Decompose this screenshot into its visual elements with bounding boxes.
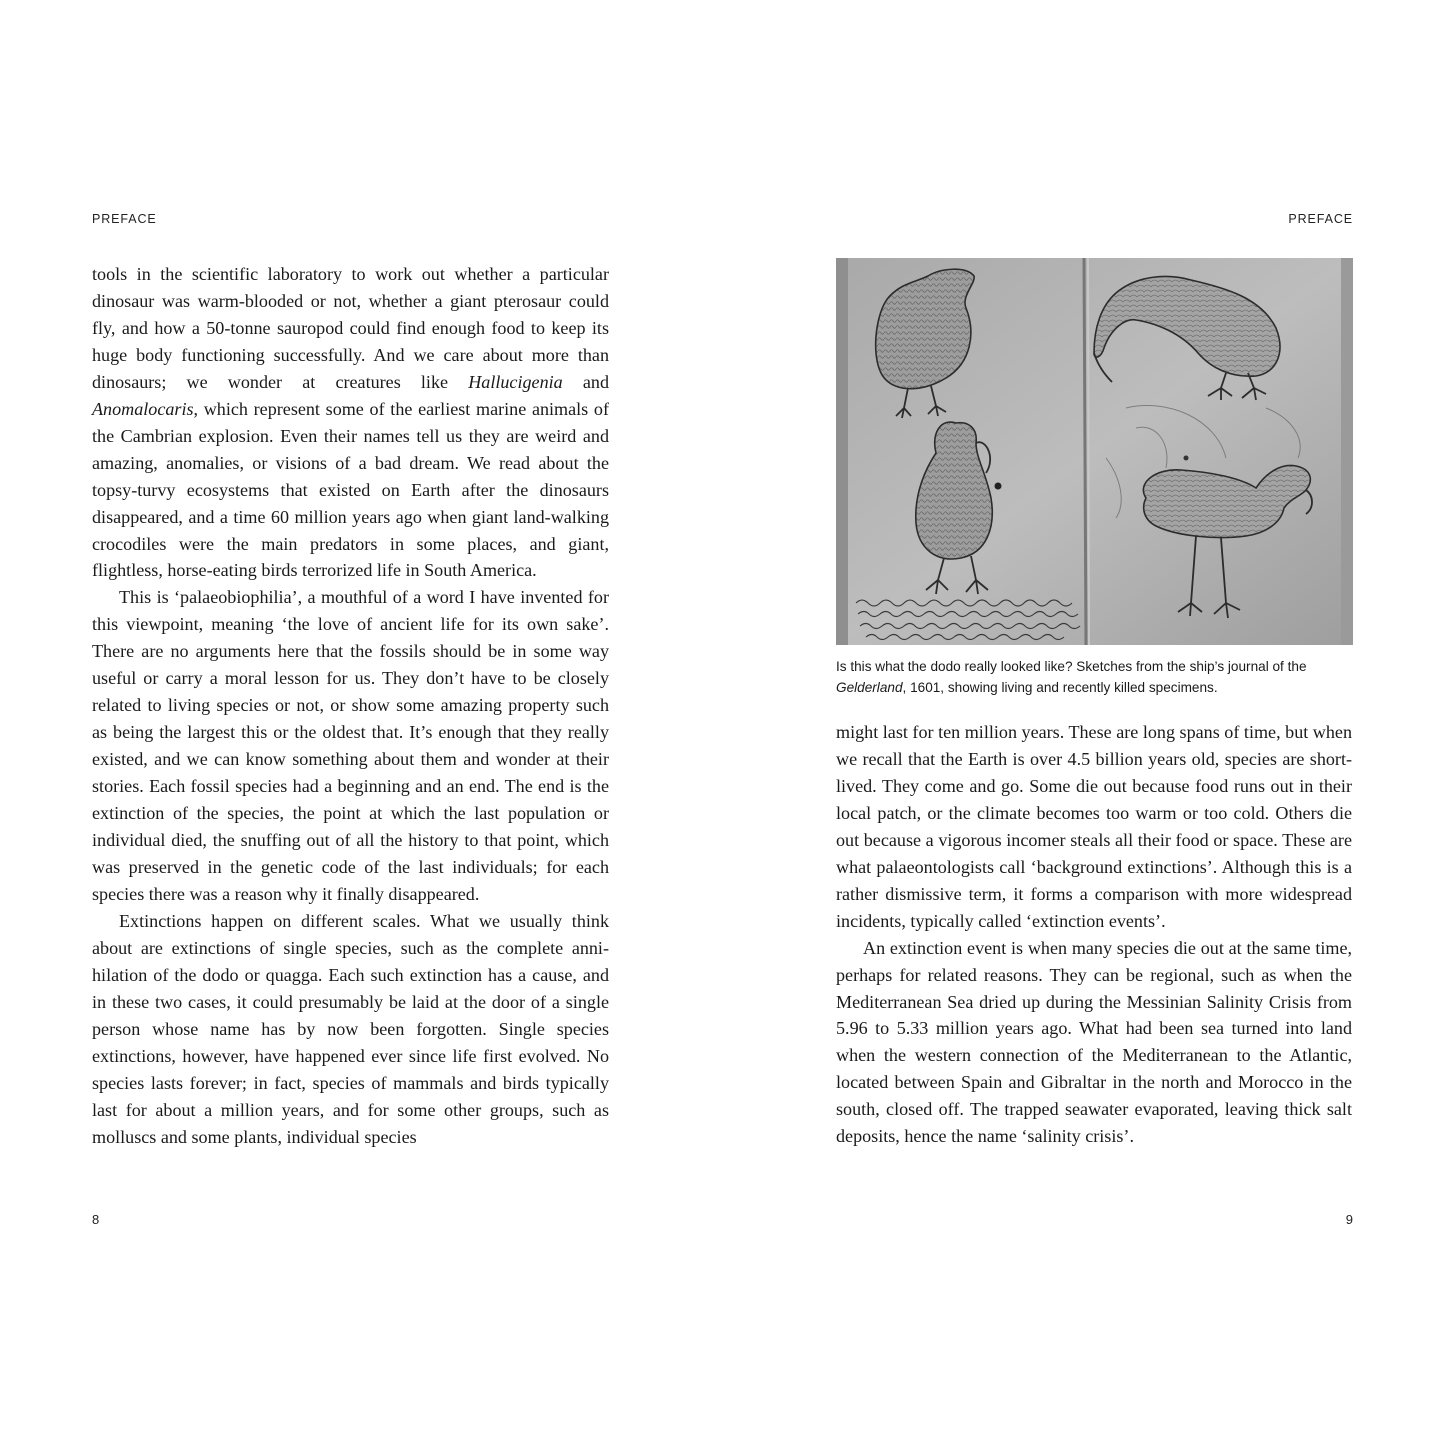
dodo-sketch-illustration	[836, 258, 1353, 645]
italic-term: Anomalocaris	[92, 398, 194, 419]
paragraph	[836, 935, 1352, 1151]
text-run: might last for ten million years. These are long spans of time, but when we recall that the Earth is over 4.5 billion years old, species are short-lived. They come and go. Some die out because food runs out in their local patch, or the climate becomes too warm or too cold. Others die out because a vigorous incomer steals all their food or space. These are what palaeontologists call ‘background extinctions’. Although this is a rather dismissive term, it forms a comparison with more widespread incidents, typically called ‘extinction events’.	[836, 722, 1352, 931]
text-run: Extinctions happen on different scales. What we usually think about are extinctions of single species, such as the complete annihilation of the dodo or quagga. Each such extinction has a cause, and in these two cases, it could presumably be laid at the door of a single person whose name has by now been forgotten. Single species extinctions, however, have happened ever since life first evolved. No species lasts forever; in fact, species of mammals and birds typically last for about a million years, and for some other groups, such as molluscs and some plants, individual species	[92, 910, 609, 1147]
left-page-body	[92, 261, 609, 1150]
text-run: This is ‘palaeobiophilia’, a mouthful of a word I have invented for this viewpoint, meaning ‘the love of ancient life for its own sake’. There are no arguments here that the fossils should be in some way useful or carry a moral lesson for us. They don’t have to be closely related to living species or not, or show some amazing property such as being the largest this or the oldest that. It’s enough that they really existed, and we can know something about them and wonder at their stories. Each fossil species had a beginning and an end. The end is the extinction of the species, the point at which the last population or individual died, the snuffing out of all the history to that point, which was preserved in the genetic code of the last individuals; for each species there was a reason why it finally disappeared.	[92, 587, 609, 904]
text-run: An extinction event is when many species die out at the same time, perhaps for related reasons. They can be regional, such as when the Mediterranean Sea dried up during the Messinian Salinity Crisis from 5.96 to 5.33 million years ago. What had been sea turned into land when the western connection of the Mediterranean to the Atlantic, located between Spain and Gibraltar in the north and Morocco in the south, closed off. The trapped seawater evaporated, leaving thick salt deposits, hence the name ‘salinity crisis’.	[836, 937, 1352, 1147]
page-number-left: 8	[92, 1212, 100, 1227]
italic-term: Hallucigenia	[468, 371, 563, 392]
paragraph	[836, 719, 1352, 935]
text-run: and	[562, 371, 609, 392]
running-head-right: PREFACE	[1288, 212, 1353, 226]
right-page-body	[836, 719, 1352, 1150]
paragraph	[92, 584, 609, 907]
text-run: , which represent some of the earliest marine animals of the Cambrian explosion. Even their names tell us they are weird and amazing, anomalies, or visions of a bad dream. We read about the topsy-turvy ecosystems that existed on Earth after the dinosaurs disappeared, and a time 60 million years ago when giant land-walking crocodiles were the main predators in some places, and giant, flightless, horse-eating birds terrorized life in South America.	[92, 398, 609, 581]
text-run: Is this what the dodo really looked like? Sketches from the ship’s journal of the	[836, 659, 1307, 674]
text-run: , 1601, showing living and recently killed specimens.	[902, 680, 1218, 695]
figure-caption	[836, 656, 1356, 698]
page-number-right: 9	[1345, 1212, 1353, 1227]
italic-term: Gelderland	[836, 680, 903, 695]
text-run: tools in the scientific laboratory to work out whether a particular dinosaur was warm-blooded or not, whether a giant pterosaur could fly, and how a 50-tonne sauropod could find enough food to keep its huge body functioning successfully. And we care about more than dinosaurs; we wonder at creatures like	[92, 264, 609, 392]
paragraph	[92, 908, 609, 1151]
paragraph	[92, 261, 609, 584]
running-head-left: PREFACE	[92, 212, 157, 226]
